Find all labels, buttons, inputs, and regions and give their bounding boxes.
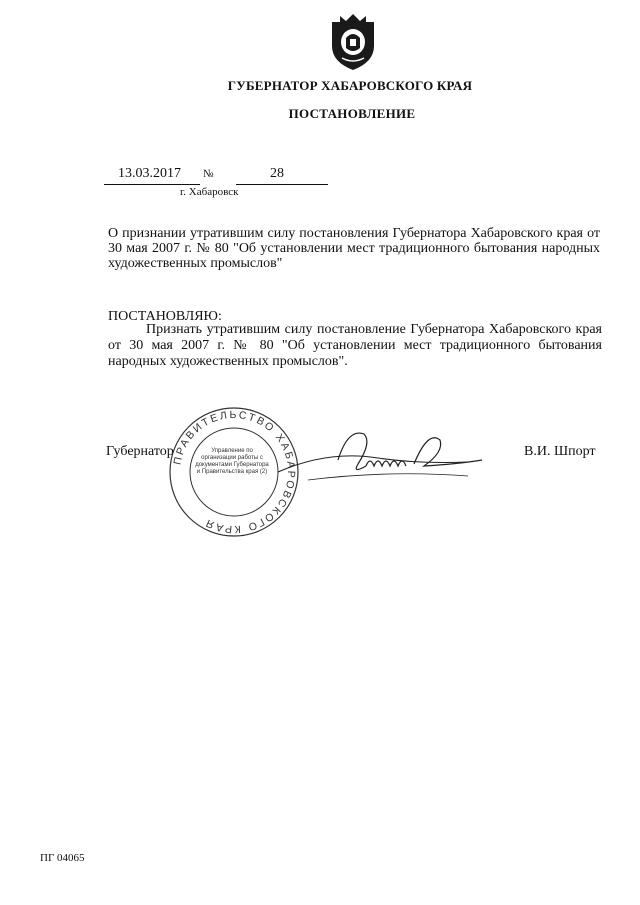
number-sign: № bbox=[203, 168, 214, 180]
stamp-inner-text: Управление по организации работы с документами Губернатора и Правительства края (2) bbox=[195, 448, 269, 475]
document-code: ПГ 04065 bbox=[40, 852, 85, 864]
document-type-heading: ПОСТАНОВЛЕНИЕ bbox=[288, 106, 416, 121]
authority-heading: ГУБЕРНАТОР ХАБАРОВСКОГО КРАЯ bbox=[227, 78, 473, 93]
stamp-ring-text: ПРАВИТЕЛЬСТВО ХАБАРОВСКОГО КРАЯ bbox=[171, 408, 298, 536]
signatory-name: В.И. Шпорт bbox=[524, 444, 596, 459]
issue-city: г. Хабаровск bbox=[180, 186, 239, 198]
date-underline bbox=[104, 184, 200, 185]
handwritten-signature bbox=[268, 420, 488, 490]
document-number: 28 bbox=[270, 166, 284, 181]
decree-word: ПОСТАНОВЛЯЮ: bbox=[108, 309, 222, 324]
decree-body: Признать утратившим силу постановление Губернатора Хабаровского края от 30 мая 2007 г. № 80 "Об установлении мест традиционного бытования народных художественных промыслов". bbox=[108, 322, 602, 369]
document-date: 13.03.2017 bbox=[118, 166, 181, 181]
coat-of-arms-icon bbox=[326, 12, 380, 72]
document-title: О признании утратившим силу постановления Губернатора Хабаровского края от 30 мая 2007 г. № 80 "Об установлении мест традиционного бытования народных художественных промыслов" bbox=[108, 226, 600, 271]
signatory-role: Губернатор bbox=[106, 444, 174, 459]
number-underline bbox=[236, 184, 328, 185]
